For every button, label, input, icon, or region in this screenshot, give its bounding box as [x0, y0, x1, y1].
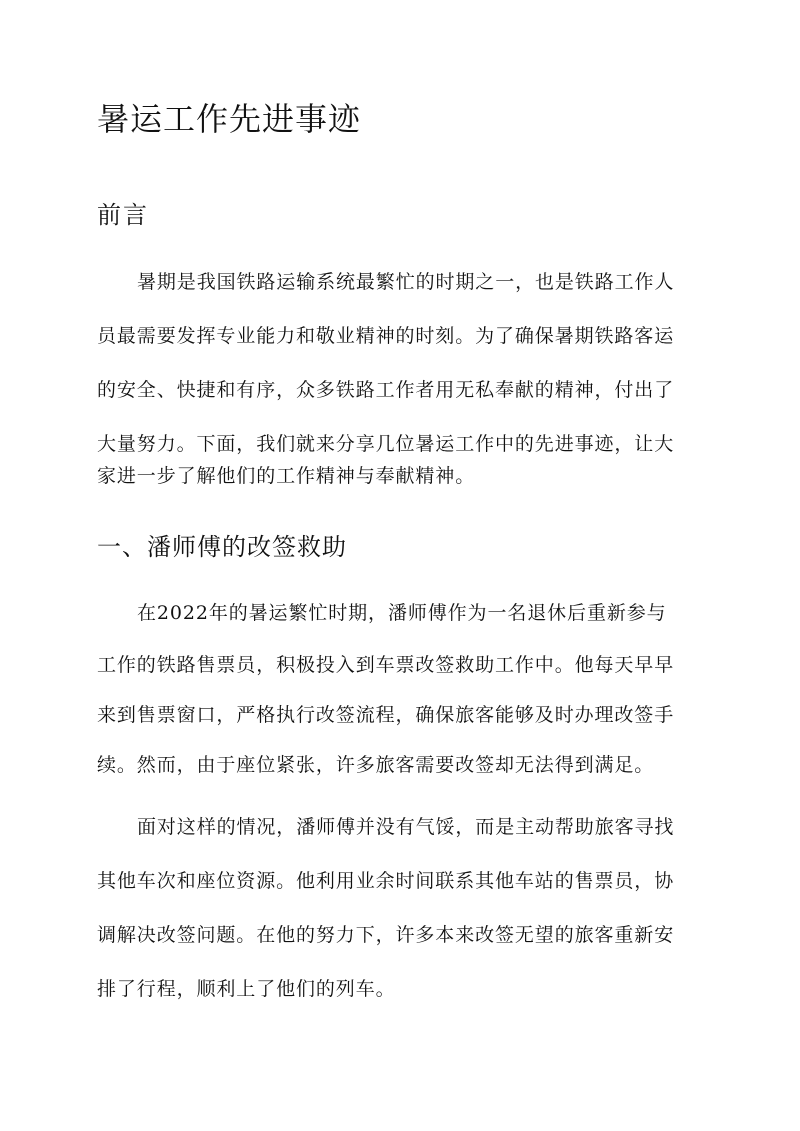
section1-p2-line: 面对这样的情况，潘师傅并没有气馁，而是主动帮助旅客寻找 [137, 816, 675, 838]
section1-p2-line: 其他车次和座位资源。他利用业余时间联系其他车站的售票员，协 [97, 870, 675, 892]
preface-line: 员最需要发挥专业能力和敬业精神的时刻。为了确保暑期铁路客运 [97, 325, 675, 347]
preface-line: 暑期是我国铁路运输系统最繁忙的时期之一，也是铁路工作人 [137, 271, 675, 293]
preface-line: 家进一步了解他们的工作精神与奉献精神。 [97, 465, 476, 487]
section1-heading: 一、潘师傅的改签救助 [97, 533, 347, 561]
section1-p2-line: 排了行程，顺利上了他们的列车。 [97, 978, 396, 1000]
document-title: 暑运工作先进事迹 [97, 100, 362, 138]
preface-line: 大量努力。下面，我们就来分享几位暑运工作中的先进事迹，让大 [97, 433, 675, 455]
preface-line: 的安全、快捷和有序，众多铁路工作者用无私奉献的精神，付出了 [97, 379, 675, 401]
preface-heading: 前言 [97, 201, 149, 229]
section1-p1-line: 续。然而，由于座位紧张，许多旅客需要改签却无法得到满足。 [97, 754, 655, 776]
section1-p1-line: 工作的铁路售票员，积极投入到车票改签救助工作中。他每天早早 [97, 654, 675, 676]
section1-p1-line: 在2022年的暑运繁忙时期，潘师傅作为一名退休后重新参与 [137, 602, 667, 624]
section1-p1-line: 来到售票窗口，严格执行改签流程，确保旅客能够及时办理改签手 [97, 704, 675, 726]
section1-p2-line: 调解决改签问题。在他的努力下，许多本来改签无望的旅客重新安 [97, 924, 675, 946]
